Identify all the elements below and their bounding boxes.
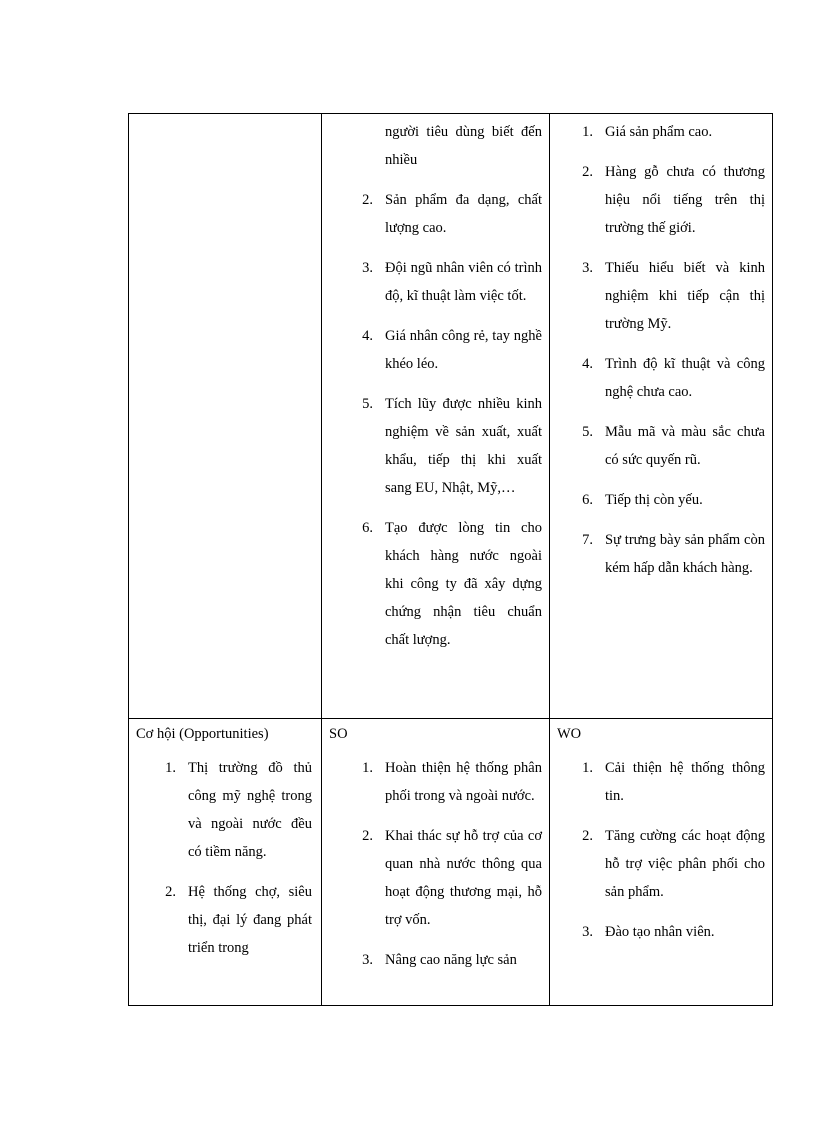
list-item-text: Hoàn thiện hệ thống phân phối trong và ngoài nước. — [385, 760, 542, 804]
list-item — [329, 390, 542, 502]
list-item-number: 2. — [362, 828, 373, 844]
list-item — [557, 418, 765, 474]
list-item-number: 1. — [582, 124, 593, 140]
list-item-text: Sản phẩm đa dạng, chất lượng cao. — [385, 192, 542, 236]
list-item-number: 1. — [362, 760, 373, 776]
strengths-cell — [322, 114, 550, 719]
list-item — [329, 254, 542, 310]
list-item-text: Đào tạo nhân viên. — [605, 924, 715, 940]
table-row — [129, 719, 773, 1006]
list-item — [557, 918, 765, 946]
wo-heading: WO — [557, 726, 582, 742]
strengths-list — [329, 186, 542, 654]
list-item — [557, 350, 765, 406]
list-item-text: Giá sản phẩm cao. — [605, 124, 713, 140]
list-item-number: 6. — [362, 520, 373, 536]
swot-table — [128, 113, 773, 1006]
list-item-text: Tích lũy được nhiều kinh nghiệm về sản xuất, xuất khẩu, tiếp thị khi xuất sang EU, Nhật, Mỹ,… — [385, 396, 542, 496]
list-item-text: Nâng cao năng lực sản — [385, 952, 517, 968]
list-item-text: Sự trưng bày sản phẩm còn kém hấp dẫn khách hàng. — [605, 532, 765, 576]
list-item-text: Tạo được lòng tin cho khách hàng nước ngoài khi công ty đã xây dựng chứng nhận tiêu chuẩn chất lượng. — [385, 520, 542, 648]
list-item-number: 4. — [362, 328, 373, 344]
list-item-number: 7. — [582, 532, 593, 548]
list-item — [329, 514, 542, 654]
list-item-number: 2. — [362, 192, 373, 208]
list-item-number: 1. — [582, 760, 593, 776]
strength-continuation: người tiêu dùng biết đến nhiều — [385, 124, 542, 168]
so-cell — [322, 719, 550, 1006]
list-item — [329, 186, 542, 242]
list-item-number: 3. — [582, 260, 593, 276]
list-item-text: Trình độ kĩ thuật và công nghệ chưa cao. — [605, 356, 765, 400]
list-item — [329, 322, 542, 378]
list-item-number: 3. — [582, 924, 593, 940]
list-item — [329, 754, 542, 810]
list-item — [136, 754, 314, 866]
list-item-number: 2. — [165, 884, 176, 900]
list-item — [557, 118, 765, 146]
list-item — [557, 822, 765, 906]
list-item-number: 2. — [582, 828, 593, 844]
so-list — [329, 754, 542, 974]
opportunities-cell — [129, 719, 322, 1006]
weaknesses-cell — [550, 114, 773, 719]
list-item — [557, 486, 765, 514]
list-item-text: Thiếu hiểu biết và kinh nghiệm khi tiếp cận thị trường Mỹ. — [605, 260, 765, 332]
list-item — [136, 878, 314, 962]
list-item — [557, 754, 765, 810]
wo-cell — [550, 719, 773, 1006]
list-item-text: Thị trường đồ thủ công mỹ nghệ trong và ngoài nước đều có tiềm năng. — [188, 760, 312, 860]
list-item — [329, 946, 542, 974]
table-row — [129, 114, 773, 719]
list-item-number: 6. — [582, 492, 593, 508]
list-item-number: 4. — [582, 356, 593, 372]
list-item-text: Tăng cường các hoạt động hỗ trợ việc phân phối cho sản phẩm. — [605, 828, 765, 900]
list-item-number: 5. — [582, 424, 593, 440]
list-item-text: Đội ngũ nhân viên có trình độ, kĩ thuật làm việc tốt. — [385, 260, 542, 304]
list-item-text: Cải thiện hệ thống thông tin. — [605, 760, 765, 804]
row1-col1-cell — [129, 114, 322, 719]
list-item — [557, 158, 765, 242]
wo-list — [557, 754, 765, 946]
opportunities-list — [136, 754, 314, 962]
so-heading: SO — [329, 726, 348, 742]
list-item-number: 2. — [582, 164, 593, 180]
list-item-text: Tiếp thị còn yếu. — [605, 492, 703, 508]
list-item-text: Hệ thống chợ, siêu thị, đại lý đang phát triển trong — [188, 884, 312, 956]
list-item-text: Hàng gỗ chưa có thương hiệu nổi tiếng trên thị trường thế giới. — [605, 164, 765, 236]
list-item — [557, 526, 765, 582]
list-item-text: Khai thác sự hỗ trợ của cơ quan nhà nước thông qua hoạt động thương mại, hỗ trợ vốn. — [385, 828, 542, 928]
list-item-number: 5. — [362, 396, 373, 412]
opportunities-heading: Cơ hội (Opportunities) — [136, 726, 269, 742]
weaknesses-list — [557, 118, 765, 582]
list-item-number: 1. — [165, 760, 176, 776]
list-item — [557, 254, 765, 338]
list-item — [329, 822, 542, 934]
list-item-text: Mẫu mã và màu sắc chưa có sức quyến rũ. — [605, 424, 765, 468]
list-item-number: 3. — [362, 260, 373, 276]
list-item-number: 3. — [362, 952, 373, 968]
list-item-text: Giá nhân công rẻ, tay nghề khéo léo. — [385, 328, 542, 372]
